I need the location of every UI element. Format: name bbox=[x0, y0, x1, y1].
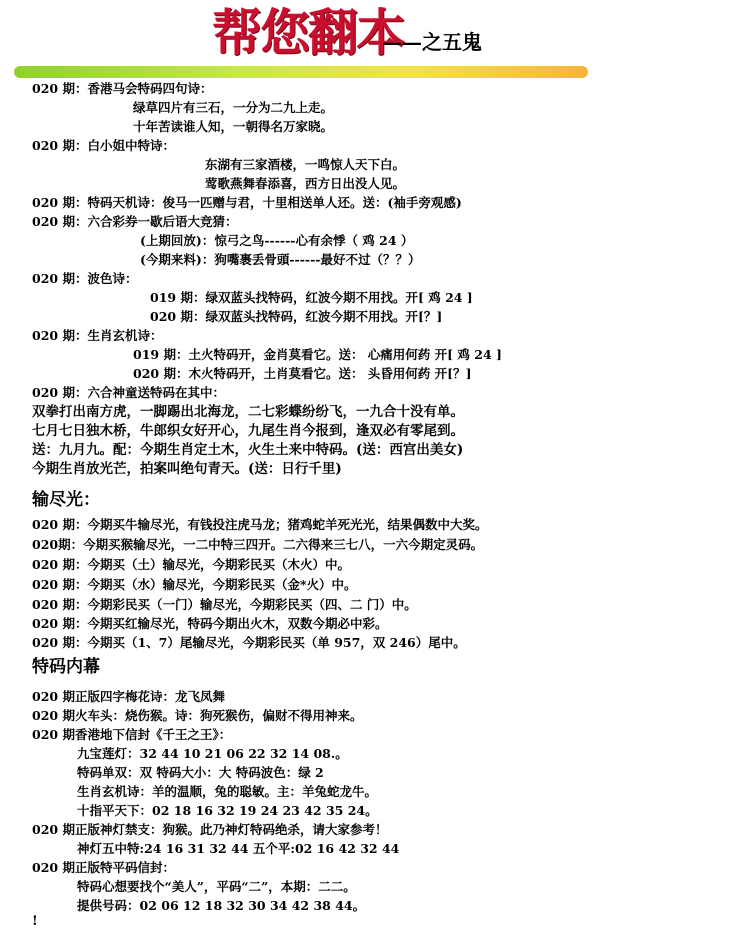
lose-line: 020期：今期买猴输尽光，一二中特三四开。二六得来三七八，一六今期定灵码。 bbox=[32, 537, 484, 552]
lose-line: 020 期：今期买（水）输尽光，今期彩民买（金*火）中。 bbox=[32, 577, 357, 592]
page-subtitle: ——之五鬼 bbox=[382, 30, 482, 54]
verse-heading-wave: 020 期：波色诗： bbox=[32, 271, 138, 286]
poem-line: 送：九月九。配：今期生肖定土木，火生土来中特码。(送：西宫出美女) bbox=[32, 442, 464, 458]
inside-line: 020 期火车头：烧伤猴。诗：狗死猴伤，偏财不得用神来。 bbox=[32, 708, 363, 723]
poem-line: 今期生肖放光芒，拍案叫绝句青天。(送：日行千里) bbox=[32, 461, 342, 477]
poem-line: 双拳打出南方虎，一脚踢出北海龙，二七彩蝶纷纷飞，一九合十没有单。 bbox=[32, 404, 464, 420]
verse-heading-hk: 020 期：香港马会特码四句诗： bbox=[32, 81, 213, 96]
inside-line: 生肖玄机诗：羊的温顺，兔的聪敏。主：羊兔蛇龙牛。 bbox=[77, 784, 378, 799]
title-underline-bar bbox=[14, 66, 588, 78]
lose-line: 020 期：今期买牛输尽光，有钱投注虎马龙；猪鸡蛇羊死光光，结果偶数中大奖。 bbox=[32, 517, 488, 532]
poem-line: 七月七日独木桥，牛郎织女好开心，九尾生肖今报到，逢双必有零尾到。 bbox=[32, 423, 464, 439]
section-heading-lose: 输尽光： bbox=[32, 490, 100, 510]
verse-heading-riddle: 020 期：六合彩券一歇后语大竞猜： bbox=[32, 214, 238, 229]
verse-heading-zodiac: 020 期：生肖玄机诗： bbox=[32, 328, 163, 343]
zodiac-line: 020 期：木火特码开，土肖莫看它。送： 头昏用何药 开[？] bbox=[133, 366, 472, 381]
inside-line: 神灯五中特:24 16 31 32 44 五个平:02 16 42 32 44 bbox=[77, 841, 400, 856]
verse-line: 莺歌燕舞春添喜，西方日出没人见。 bbox=[205, 176, 406, 191]
wave-line: 019 期：绿双蓝头找特码，红波今期不用找。开[ 鸡 24 ] bbox=[150, 290, 473, 305]
inside-line: 020 期正版神灯禁支：狗猴。此乃神灯特码绝杀，请大家参考！ bbox=[32, 822, 388, 837]
inside-line: 特码单双：双 特码大小：大 特码波色：绿 2 bbox=[77, 765, 324, 780]
inside-line: 020 期正版特平码信封： bbox=[32, 860, 175, 875]
inside-line: 020 期香港地下信封《千王之王》： bbox=[32, 727, 232, 742]
end-mark: ! bbox=[32, 914, 38, 929]
wave-line: 020 期：绿双蓝头找特码，红波今期不用找。开[？] bbox=[150, 309, 443, 324]
inside-line: 十指平天下：02 18 16 32 19 24 23 42 35 24。 bbox=[77, 803, 378, 818]
verse-line: 十年苦读谁人知，一朝得名万家晓。 bbox=[133, 119, 334, 134]
title-area bbox=[0, 0, 744, 80]
section-heading-inside: 特码内幕 bbox=[32, 657, 100, 677]
lose-line: 020 期：今期买（土）输尽光，今期彩民买（木火）中。 bbox=[32, 557, 350, 572]
lose-line: 020 期：今期买（1、7）尾输尽光，今期彩民买（单 957，双 246）尾中。 bbox=[32, 635, 466, 650]
verse-line: 东湖有三家酒楼，一鸣惊人天下白。 bbox=[205, 157, 406, 172]
inside-line: 提供号码：02 06 12 18 32 30 34 42 38 44。 bbox=[77, 898, 366, 913]
verse-heading-baixiaojie: 020 期：白小姐中特诗： bbox=[32, 138, 175, 153]
inside-line: 特码心想要找个“美人”，平码“二”，本期：二二。 bbox=[77, 879, 356, 894]
verse-heading-tianji: 020 期：特码天机诗：俊马一匹赠与君，十里相送单人还。送：(袖手旁观感) bbox=[32, 195, 462, 210]
verse-line: 绿草四片有三石，一分为二九上走。 bbox=[133, 100, 334, 115]
page-title: 帮您翻本 bbox=[212, 3, 404, 62]
riddle-line: (今期来料)：狗嘴裹丢骨頭------最好不过（？？） bbox=[140, 252, 421, 267]
inside-line: 020 期正版四字梅花诗：龙飞凤舞 bbox=[32, 689, 225, 704]
inside-line: 九宝莲灯：32 44 10 21 06 22 32 14 08.。 bbox=[77, 746, 348, 761]
zodiac-line: 019 期：土火特码开，金肖莫看它。送： 心痛用何药 开[ 鸡 24 ] bbox=[133, 347, 502, 362]
lose-line: 020 期：今期买红输尽光，特码今期出火木，双数今期必中彩。 bbox=[32, 616, 388, 631]
verse-heading-child: 020 期：六合神童送特码在其中： bbox=[32, 385, 225, 400]
lose-line: 020 期：今期彩民买（一门）输尽光，今期彩民买（四、二 门）中。 bbox=[32, 597, 417, 612]
riddle-line: (上期回放)：惊弓之鸟------心有余悸（ 鸡 24 ） bbox=[140, 233, 414, 248]
